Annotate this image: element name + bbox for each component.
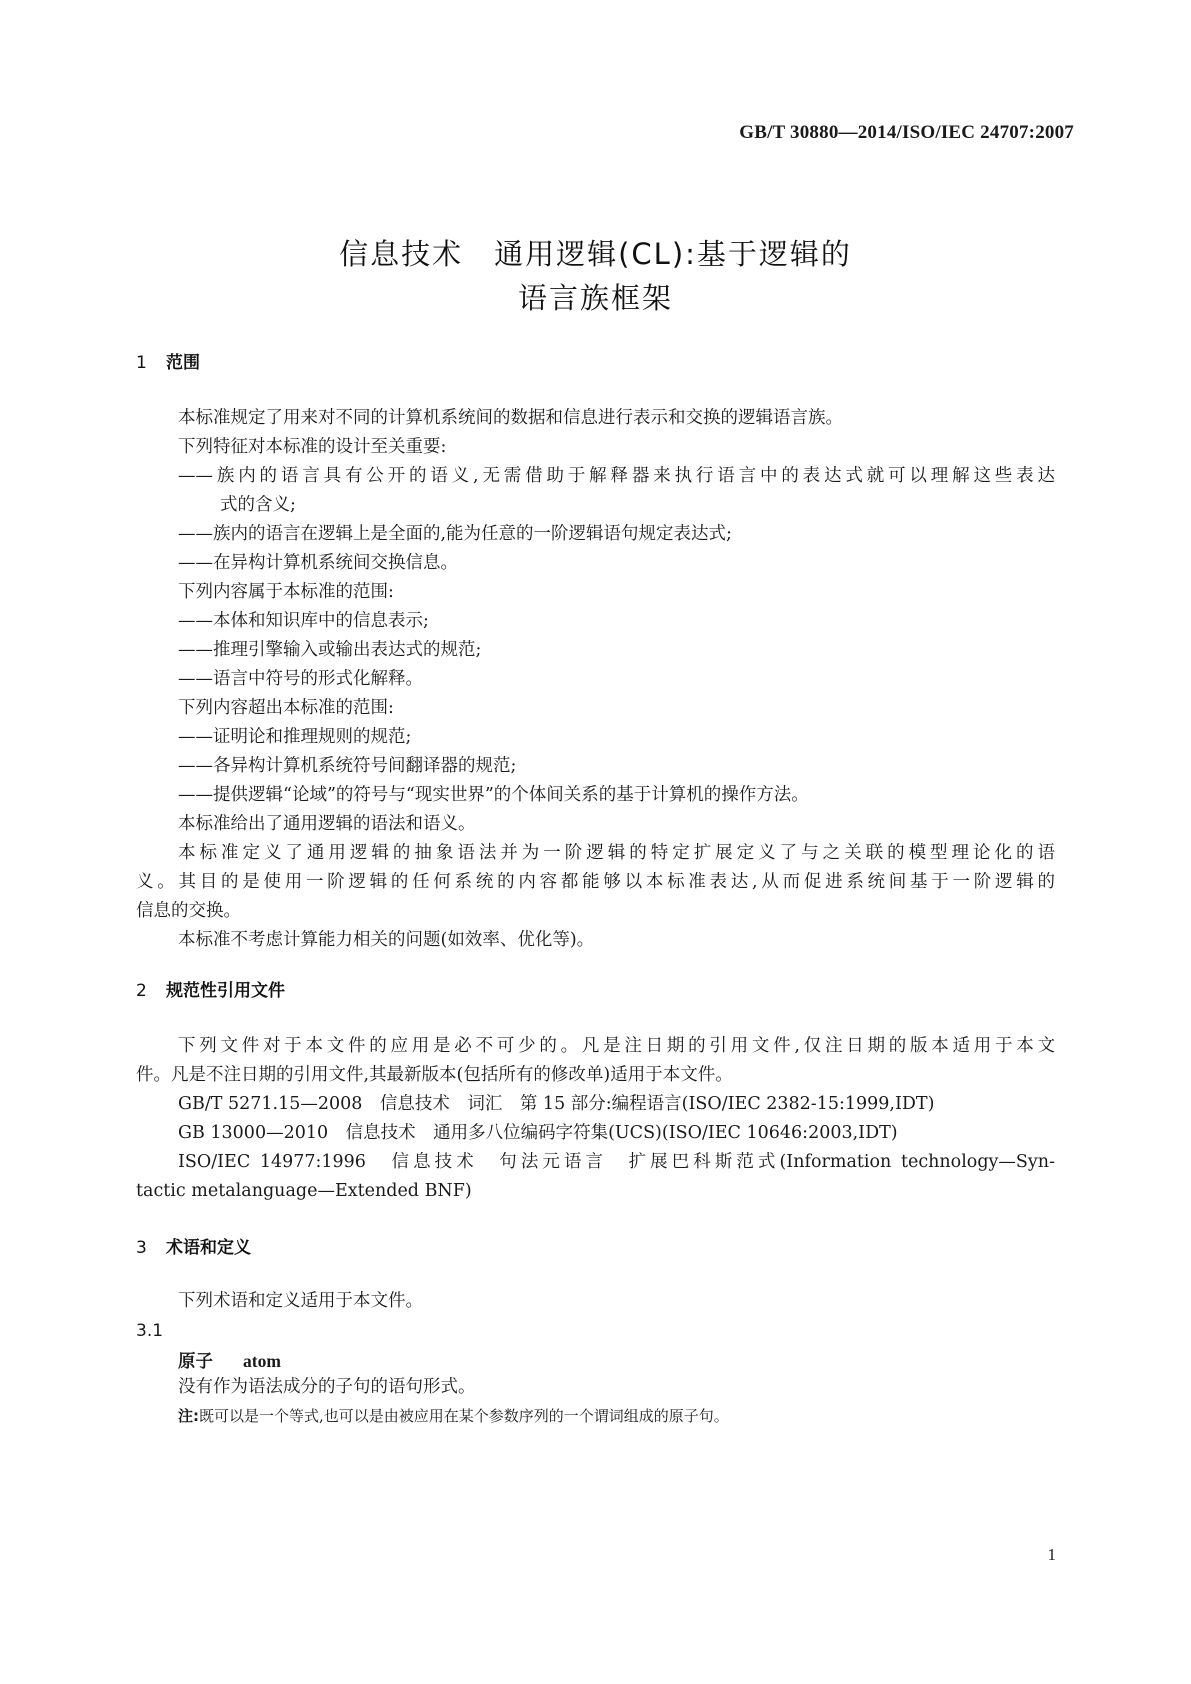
section-2-heading (136, 976, 285, 1001)
document-title-line1: 信息技术 通用逻辑(CL):基于逻辑的 (339, 237, 852, 271)
list-item: ——语言中符号的形式化解释。 (178, 669, 423, 689)
page-number: 1 (1047, 1545, 1056, 1564)
paragraph-line: 本标准定义了通用逻辑的抽象语法并为一阶逻辑的特定扩展定义了与之关联的模型理论化的语 (178, 843, 1055, 863)
reference-item-continuation: tactic metalanguage—Extended BNF) (136, 1181, 472, 1201)
list-item: ——证明论和推理规则的规范; (178, 727, 412, 747)
reference-item: ISO/IEC 14977:1996 信息技术 句法元语言 扩展巴科斯范式(Information technology—Syn- (178, 1152, 1055, 1172)
paragraph-line: 本标准规定了用来对不同的计算机系统间的数据和信息进行表示和交换的逻辑语言族。 (178, 408, 843, 428)
section-1-heading (136, 348, 200, 373)
section-number: 3 (136, 1238, 147, 1258)
list-item: ——推理引擎输入或输出表达式的规范; (178, 640, 482, 660)
paragraph-line: 本标准给出了通用逻辑的语法和语义。 (178, 814, 476, 834)
note-text: 既可以是一个等式,也可以是由被应用在某个参数序列的一个谓词组成的原子句。 (199, 1407, 729, 1425)
section-3-heading (136, 1233, 251, 1258)
list-item-continuation: 式的含义; (220, 495, 296, 515)
note (178, 1405, 729, 1426)
reference-item: GB/T 5271.15—2008 信息技术 词汇 第 15 部分:编程语言(ISO/IEC 2382-15:1999,IDT) (178, 1094, 935, 1114)
list-item: ——提供逻辑“论域”的符号与“现实世界”的个体间关系的基于计算机的操作方法。 (178, 785, 809, 805)
term-definition: 没有作为语法成分的子句的语句形式。 (178, 1377, 476, 1397)
paragraph-line: 本标准不考虑计算能力相关的问题(如效率、优化等)。 (178, 930, 595, 950)
term-english: atom (243, 1351, 281, 1371)
paragraph-line: 信息的交换。 (136, 901, 241, 921)
section-title: 术语和定义 (166, 1238, 251, 1258)
list-item: ——在异构计算机系统间交换信息。 (178, 553, 458, 573)
section-number: 2 (136, 981, 147, 1001)
list-item: ——族内的语言具有公开的语义,无需借助于解释器来执行语言中的表达式就可以理解这些表达 (178, 466, 1055, 486)
paragraph-line: 下列术语和定义适用于本文件。 (178, 1291, 423, 1311)
term-chinese: 原子 (178, 1352, 213, 1372)
paragraph-line: 义。其目的是使用一阶逻辑的任何系统的内容都能够以本标准表达,从而促进系统间基于一阶逻辑的 (136, 872, 1055, 892)
section-title: 规范性引用文件 (166, 981, 285, 1001)
reference-item: GB 13000—2010 信息技术 通用多八位编码字符集(UCS)(ISO/IEC 10646:2003,IDT) (178, 1123, 898, 1143)
note-label: 注: (178, 1407, 199, 1425)
list-item: ——各异构计算机系统符号间翻译器的规范; (178, 756, 517, 776)
section-title: 范围 (166, 353, 200, 373)
list-item: ——族内的语言在逻辑上是全面的,能为任意的一阶逻辑语句规定表达式; (178, 524, 732, 544)
paragraph-line: 下列内容属于本标准的范围: (178, 582, 394, 602)
paragraph-line: 下列内容超出本标准的范围: (178, 698, 394, 718)
paragraph-line: 下列特征对本标准的设计至关重要: (178, 437, 447, 457)
paragraph-line: 件。凡是不注日期的引用文件,其最新版本(包括所有的修改单)适用于本文件。 (136, 1065, 733, 1085)
standard-number: GB/T 30880—2014/ISO/IEC 24707:2007 (739, 122, 1074, 143)
term-entry (178, 1348, 281, 1373)
section-number: 1 (136, 353, 147, 373)
paragraph-line: 下列文件对于本文件的应用是必不可少的。凡是注日期的引用文件,仅注日期的版本适用于本文 (178, 1036, 1055, 1056)
document-title-line2: 语言族框架 (517, 281, 673, 315)
list-item: ——本体和知识库中的信息表示; (178, 611, 429, 631)
clause-number: 3.1 (136, 1321, 164, 1341)
